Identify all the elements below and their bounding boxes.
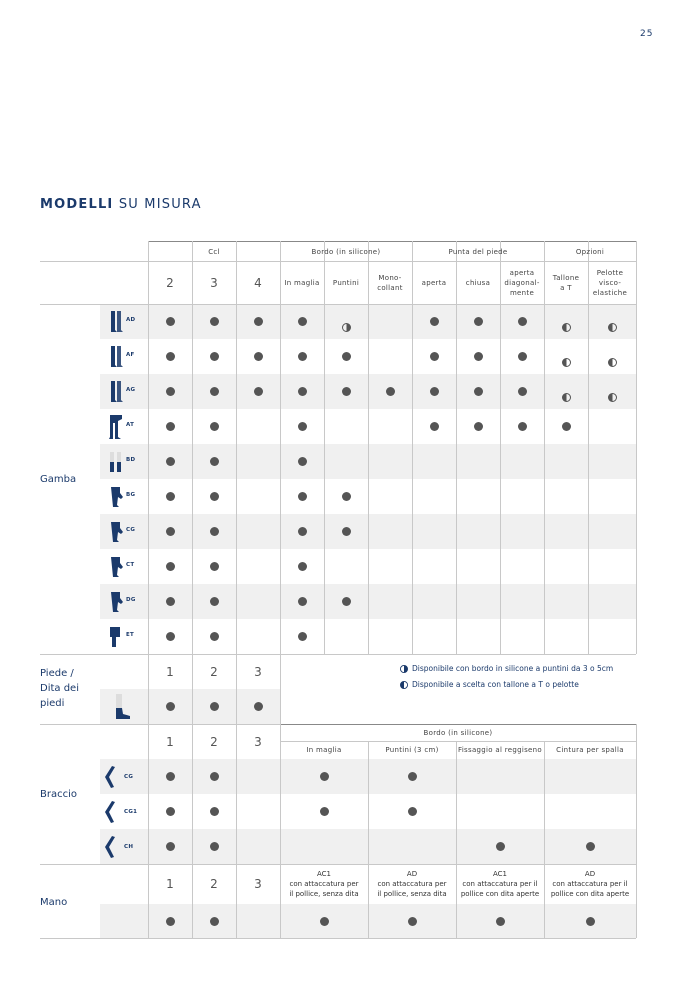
dot-full xyxy=(166,492,175,501)
dot-full xyxy=(254,387,263,396)
dot-full xyxy=(430,422,439,431)
braccio-num: 3 xyxy=(254,734,262,749)
dot-full xyxy=(496,917,505,926)
col-rule xyxy=(636,241,637,654)
dot-full xyxy=(210,387,219,396)
dot-full xyxy=(298,317,307,326)
dot-full xyxy=(210,317,219,326)
dot-full xyxy=(210,632,219,641)
mano-num: 2 xyxy=(210,877,218,891)
dot-full xyxy=(210,352,219,361)
dot-full xyxy=(474,422,483,431)
dot-full xyxy=(386,387,395,396)
col-rule xyxy=(636,741,637,938)
dot-full xyxy=(210,527,219,536)
sub-header: In maglia xyxy=(284,279,320,287)
row-code: BG xyxy=(126,492,136,498)
row-code: BD xyxy=(126,457,136,463)
rule xyxy=(40,654,636,655)
group-label-piede: Piede / Dita dei piedi xyxy=(40,668,79,709)
dot-full xyxy=(166,317,175,326)
braccio-col-header: Cintura per spalla xyxy=(556,746,624,754)
dot-full xyxy=(210,422,219,431)
dot-full xyxy=(586,917,595,926)
row-code: CH xyxy=(124,844,134,850)
dot-full xyxy=(518,352,527,361)
ccl-header: 3 xyxy=(210,276,218,290)
mano-col-desc: pollice con dita aperte xyxy=(460,890,540,898)
row-code: AG xyxy=(126,387,136,393)
title-rest: SU MISURA xyxy=(118,197,202,212)
mano-col-code: AD xyxy=(584,870,596,878)
piede-num: 1 xyxy=(166,664,174,679)
leg-icon xyxy=(108,415,124,445)
dot-full xyxy=(430,387,439,396)
rule xyxy=(40,938,636,939)
mano-col-header xyxy=(368,866,456,902)
dot-full xyxy=(518,387,527,396)
dot-full xyxy=(166,917,175,926)
dot-full xyxy=(474,387,483,396)
dot-full xyxy=(474,317,483,326)
leg-icon xyxy=(108,345,124,373)
leg-icon xyxy=(108,310,124,338)
dot-full xyxy=(342,527,351,536)
dot-full xyxy=(298,562,307,571)
arm-icon xyxy=(104,800,116,828)
mano-col-desc: con attaccatura per il xyxy=(462,880,538,888)
dot-half-left xyxy=(562,317,571,326)
dot-full xyxy=(166,387,175,396)
leg-icon xyxy=(108,380,124,408)
sub-header: aperta xyxy=(421,279,447,287)
piede-num: 3 xyxy=(254,664,262,679)
dot-full xyxy=(474,352,483,361)
dot-full xyxy=(210,597,219,606)
group-label-gamba: Gamba xyxy=(40,474,77,485)
rule xyxy=(40,864,636,865)
foot-icon xyxy=(108,692,134,724)
row-code: CT xyxy=(126,562,135,568)
mano-col-code: AC1 xyxy=(492,870,507,878)
dot-full xyxy=(166,807,175,816)
braccio-col-header: Puntini (3 cm) xyxy=(385,746,439,754)
dot-half-right xyxy=(342,317,351,326)
dot-full xyxy=(298,492,307,501)
dot-full xyxy=(342,597,351,606)
sub-header: aperta diagonal- mente xyxy=(504,269,540,297)
mano-col-header xyxy=(544,866,636,902)
dot-full xyxy=(320,917,329,926)
dot-full xyxy=(166,352,175,361)
dot-full xyxy=(166,842,175,851)
rule xyxy=(40,304,636,305)
piede-num: 2 xyxy=(210,664,218,679)
dot-full xyxy=(166,457,175,466)
dot-full xyxy=(210,562,219,571)
braccio-group-header: Bordo (in silicone) xyxy=(423,728,493,737)
group-rule xyxy=(412,241,413,261)
leg-icon xyxy=(108,555,124,583)
row-code: AF xyxy=(126,352,135,358)
mano-num: 1 xyxy=(166,877,174,891)
mano-col-header xyxy=(456,866,544,902)
group-rule xyxy=(280,241,281,261)
mano-col-code: AD xyxy=(406,870,418,878)
sub-header: Pelotte visco- elastiche xyxy=(592,269,628,297)
sub-header: Mono- collant xyxy=(377,274,403,292)
dot-full xyxy=(408,917,417,926)
mano-col-header xyxy=(280,866,368,902)
col-rule xyxy=(636,724,637,741)
dot-full xyxy=(320,807,329,816)
dot-full xyxy=(518,317,527,326)
header-group: Opzioni xyxy=(575,247,605,256)
row-code: CG xyxy=(126,527,136,533)
legend-quarter xyxy=(400,680,579,689)
dot-full xyxy=(408,772,417,781)
sub-header: Tallone a T xyxy=(552,274,580,292)
dot-full xyxy=(254,702,263,711)
dot-full xyxy=(342,387,351,396)
page-number: 25 xyxy=(640,29,654,39)
col-rule xyxy=(456,741,457,938)
col-rule xyxy=(368,741,369,938)
leg-icon xyxy=(108,590,124,618)
braccio-col-header: In maglia xyxy=(306,746,342,754)
dot-full xyxy=(298,527,307,536)
braccio-num: 2 xyxy=(210,734,218,749)
dot-full xyxy=(342,492,351,501)
dot-full xyxy=(254,352,263,361)
group-rule xyxy=(544,241,545,261)
dot-half-left xyxy=(608,352,617,361)
legend-half xyxy=(400,664,613,673)
dot-full xyxy=(166,422,175,431)
dot-full xyxy=(430,317,439,326)
dot-full xyxy=(298,422,307,431)
dot-full xyxy=(518,422,527,431)
dot-half-left xyxy=(562,352,571,361)
row-code: AD xyxy=(126,317,136,323)
leg-icon xyxy=(108,520,124,548)
dot-full xyxy=(562,422,571,431)
mano-col-desc: con attaccatura per xyxy=(289,880,359,888)
row-code: ET xyxy=(126,632,135,638)
dot-full xyxy=(298,597,307,606)
leg-icon xyxy=(108,485,124,513)
dot-full xyxy=(298,457,307,466)
dot-full xyxy=(166,632,175,641)
section-title xyxy=(40,197,202,212)
sub-header: chiusa xyxy=(465,279,491,287)
row-code: CG1 xyxy=(124,809,138,815)
dot-full xyxy=(166,527,175,536)
dot-full xyxy=(586,842,595,851)
mano-col-code: AC1 xyxy=(316,870,331,878)
dot-half-left xyxy=(562,387,571,396)
dot-full xyxy=(166,562,175,571)
group-label-mano: Mano xyxy=(40,897,68,908)
dot-half-left xyxy=(608,387,617,396)
dot-full xyxy=(210,917,219,926)
mano-col-desc: pollice con dita aperte xyxy=(550,890,630,898)
col-rule xyxy=(544,741,545,938)
dot-full xyxy=(210,842,219,851)
row-code: CG xyxy=(124,774,134,780)
dot-full xyxy=(210,807,219,816)
dot-full xyxy=(210,492,219,501)
group-label-braccio: Braccio xyxy=(40,789,77,800)
arm-icon xyxy=(104,835,116,863)
row-code: DG xyxy=(126,597,136,603)
mano-col-desc: con attaccatura per xyxy=(377,880,447,888)
header-group: Punta del piede xyxy=(448,247,508,256)
legend-quarter-text: Disponibile a scelta con tallone a T o pelotte xyxy=(412,680,579,689)
dot-full xyxy=(430,352,439,361)
ccl-header: 4 xyxy=(254,276,262,290)
header-group: Bordo (in silicone) xyxy=(311,247,381,256)
mano-num: 3 xyxy=(254,877,262,891)
legend-half-text: Disponibile con bordo in silicone a puntini da 3 o 5cm xyxy=(412,664,614,673)
dot-full xyxy=(254,317,263,326)
dot-full xyxy=(320,772,329,781)
leg-icon xyxy=(108,625,124,653)
braccio-col-header: Fissaggio al reggiseno xyxy=(458,746,542,754)
row-code: AT xyxy=(126,422,135,428)
ccl-header: 2 xyxy=(166,276,174,290)
dot-full xyxy=(298,632,307,641)
dot-full xyxy=(408,807,417,816)
header-group: Ccl xyxy=(208,247,220,256)
dot-full xyxy=(496,842,505,851)
mano-col-desc: il pollice, senza dita xyxy=(289,890,359,898)
braccio-num: 1 xyxy=(166,734,174,749)
dot-half-left xyxy=(608,317,617,326)
dot-full xyxy=(298,352,307,361)
dot-full xyxy=(298,387,307,396)
dot-full xyxy=(166,597,175,606)
dot-full xyxy=(210,457,219,466)
dot-full xyxy=(342,352,351,361)
arm-icon xyxy=(104,765,116,793)
dot-full xyxy=(210,702,219,711)
title-bold: MODELLI xyxy=(40,197,114,212)
mano-col-desc: con attaccatura per il xyxy=(552,880,628,888)
leg-icon xyxy=(108,450,124,478)
dot-full xyxy=(210,772,219,781)
mano-col-desc: il pollice, senza dita xyxy=(377,890,447,898)
dot-full xyxy=(166,772,175,781)
sub-header: Puntini xyxy=(332,279,360,287)
dot-full xyxy=(166,702,175,711)
